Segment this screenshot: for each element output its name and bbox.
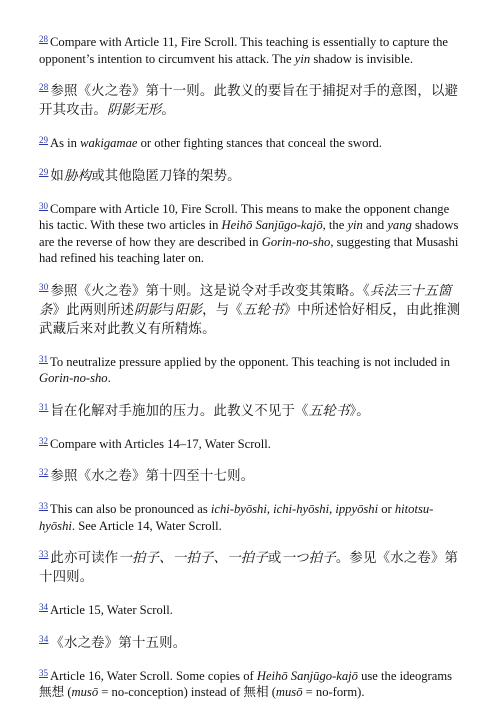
footnote-text: 。参见《水之卷》第十四则。 (39, 551, 459, 585)
footnote-text: Compare with Articles 14–17, Water Scroll. (50, 436, 271, 451)
footnote-text: 》。 (349, 403, 370, 419)
footnote-italic-term: Gorin-no-sho (261, 234, 331, 249)
footnote-zh-34 (39, 634, 465, 653)
footnote-number-link[interactable]: 31 (39, 353, 48, 364)
footnote-text: As in (50, 136, 81, 150)
footnote-en-30 (39, 201, 465, 267)
footnote-italic-term: hitotsu-hyōshi (39, 502, 434, 533)
footnotes-page (39, 34, 465, 716)
footnote-text: Article 16, Water Scroll. Some copies of (50, 668, 257, 683)
footnote-zh-29 (39, 167, 465, 186)
footnote-text: 旨在化解对手施加的压力。此教义不见于《 (50, 403, 309, 419)
footnote-text: 《水之卷》第十五则。 (50, 635, 187, 651)
footnote-number-link[interactable]: 33 (39, 501, 48, 511)
footnote-italic-term: 一拍子、一拍子、一拍子 (118, 551, 268, 566)
footnote-text: 或 (267, 551, 282, 566)
footnote-number-link[interactable]: 35 (39, 667, 48, 678)
footnote-text: 》此两则所述 (52, 302, 135, 318)
footnote-number-link[interactable]: 34 (39, 602, 48, 612)
footnote-italic-term: yin (294, 51, 311, 66)
footnote-number-link[interactable]: 34 (39, 633, 49, 644)
footnote-italic-term: Heihō Sanjūgo-kajō (256, 668, 358, 683)
footnote-italic-term: 阴影无形 (106, 103, 162, 118)
footnote-italic-term: Gorin-no-sho (39, 371, 108, 385)
footnote-text: 。 (161, 103, 175, 118)
footnote-italic-term: yang (387, 218, 412, 232)
footnote-number-link[interactable]: 31 (39, 401, 49, 412)
footnote-text: 参照《火之卷》第十则。这是说令对手改变其策略。《 (50, 283, 370, 299)
footnote-text: This can also be pronounced as (50, 502, 211, 516)
footnote-number-link[interactable]: 32 (39, 435, 48, 446)
footnote-en-29 (39, 135, 465, 152)
footnote-italic-term: Heihō Sanjūgo-kajō (221, 218, 323, 232)
footnote-en-34 (39, 602, 465, 619)
footnote-en-28 (39, 34, 465, 67)
footnote-text: or other fighting stances that conceal the sword. (137, 136, 382, 150)
footnote-en-33 (39, 501, 465, 534)
footnote-italic-term: 阳影 (174, 302, 203, 318)
footnote-text: Article 15, Water Scroll. (50, 603, 173, 617)
footnote-number-link[interactable]: 30 (39, 200, 48, 211)
footnote-text: = no-form). (302, 685, 365, 699)
footnote-text: 或其他隐匿刀锋的架势。 (91, 168, 241, 184)
footnote-text: , suggesting that Musashi had refined his teaching later on. (39, 234, 459, 265)
footnote-italic-term: yin (347, 218, 363, 232)
footnote-en-31 (39, 354, 465, 387)
footnote-zh-28 (39, 82, 465, 120)
footnote-zh-30 (39, 282, 465, 339)
footnote-text: or (378, 502, 395, 516)
footnote-text: = no-conception) instead of 無相 ( (98, 685, 276, 699)
footnote-text: 》中所述恰好相反，由此推测武藏后来对此教义有所精炼。 (39, 302, 461, 337)
footnote-italic-term: musō (71, 685, 99, 699)
footnote-text: 参照《火之卷》第十一则。此教义的要旨在于捕捉对手的意图，以避开其攻击。 (39, 84, 459, 118)
footnote-text: shadows are the reverse of how they are described in (39, 218, 459, 249)
footnote-text: . (107, 371, 111, 385)
footnote-text: , the (322, 218, 348, 232)
footnote-text: and (362, 218, 388, 232)
footnote-en-35 (39, 668, 465, 701)
footnote-italic-term: ichi-byōshi, ichi-hyōshi, ippyōshi (210, 502, 379, 516)
footnote-number-link[interactable]: 29 (39, 135, 48, 145)
footnote-zh-32 (39, 467, 465, 486)
footnote-number-link[interactable]: 29 (39, 166, 49, 177)
footnote-number-link[interactable]: 33 (39, 549, 49, 559)
footnote-text: use the ideograms 無想 ( (39, 668, 453, 699)
footnote-italic-term: wakigamae (80, 136, 138, 150)
footnote-en-32 (39, 436, 465, 453)
footnote-number-link[interactable]: 32 (39, 467, 49, 477)
footnote-text: Compare with Article 10, Fire Scroll. This means to make the opponent change his tactic. With these two articles in (39, 201, 450, 232)
footnote-text: 参照《水之卷》第十四至十七则。 (50, 469, 255, 484)
footnote-italic-term: 五轮书 (308, 403, 350, 419)
footnote-text: shadow is invisible. (310, 51, 414, 66)
footnote-text: To neutralize pressure applied by the opponent. This teaching is not included in (50, 354, 451, 369)
footnote-text: ，与《 (202, 302, 243, 318)
footnote-italic-term: 兵法三十五箇条 (39, 283, 452, 318)
footnote-italic-term: 阴影 (134, 302, 162, 318)
footnote-zh-33 (39, 549, 465, 587)
footnote-number-link[interactable]: 30 (39, 281, 49, 292)
footnote-number-link[interactable]: 28 (39, 34, 48, 44)
footnote-text: 如 (50, 168, 64, 184)
footnote-text: 此亦可读作 (50, 551, 119, 566)
footnote-zh-31 (39, 402, 465, 421)
footnote-italic-term: 胁构 (64, 168, 92, 184)
footnote-text: 与 (161, 302, 175, 318)
footnote-italic-term: 五轮书 (242, 302, 284, 318)
footnote-italic-term: 一つ拍子 (281, 551, 336, 566)
footnote-text: Compare with Article 11, Fire Scroll. This teaching is essentially to capture the opponent’s intention to circumvent his attack. The (39, 35, 449, 66)
footnote-text: . See Article 14, Water Scroll. (71, 518, 222, 533)
footnote-italic-term: musō (275, 685, 303, 699)
footnote-number-link[interactable]: 28 (39, 82, 49, 92)
